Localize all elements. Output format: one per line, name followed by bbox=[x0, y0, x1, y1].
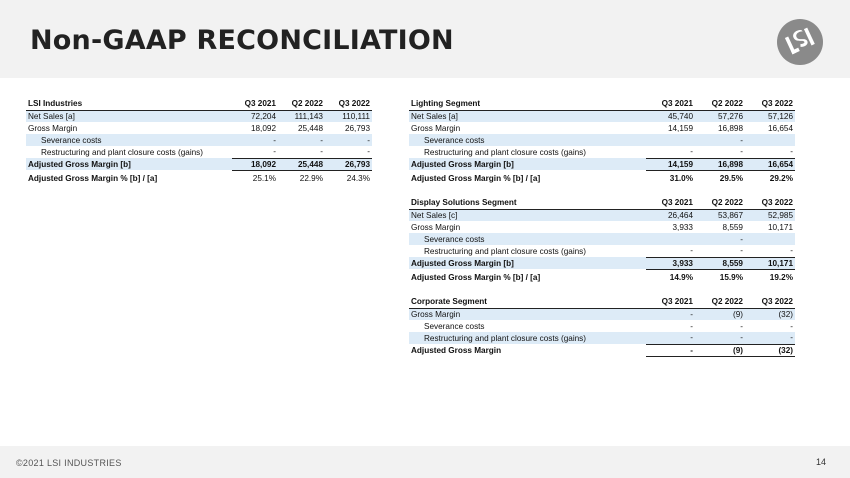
cell-value: - bbox=[646, 344, 695, 356]
row-label: Adjusted Gross Margin [b] bbox=[409, 158, 646, 170]
cell-value: 110,111 bbox=[325, 110, 372, 122]
cell-value bbox=[745, 134, 795, 146]
lighting-segment-table bbox=[409, 98, 795, 186]
copyright-text: ©2021 LSI INDUSTRIES bbox=[16, 458, 122, 468]
row-label: Severance costs bbox=[409, 134, 646, 146]
cell-value bbox=[646, 134, 695, 146]
column-header: Q3 2022 bbox=[325, 98, 372, 110]
cell-value: 26,793 bbox=[325, 158, 372, 170]
cell-value: 14.9% bbox=[669, 272, 693, 282]
row-label: Net Sales [a] bbox=[409, 110, 646, 122]
cell-value: - bbox=[790, 147, 793, 157]
cell-value: - bbox=[232, 134, 278, 146]
row-label: Restructuring and plant closure costs (gains) bbox=[409, 332, 646, 344]
cell-value: - bbox=[690, 246, 693, 256]
table-row bbox=[409, 146, 795, 158]
corporate-segment-table bbox=[409, 296, 795, 357]
cell-value: - bbox=[740, 246, 743, 256]
cell-value: 3,933 bbox=[672, 222, 693, 232]
cell-value: - bbox=[320, 147, 323, 157]
column-header: Q3 2021 bbox=[232, 98, 278, 110]
table-row bbox=[26, 158, 372, 170]
cell-value: 19.2% bbox=[769, 272, 793, 282]
cell-value: 24.3% bbox=[346, 173, 370, 183]
page-number: 14 bbox=[816, 457, 827, 467]
footer-band bbox=[0, 446, 850, 478]
cell-value: 72,204 bbox=[232, 110, 278, 122]
cell-value: - bbox=[367, 147, 370, 157]
page-title: Non-GAAP RECONCILIATION bbox=[30, 25, 454, 56]
row-label: Adjusted Gross Margin [b] bbox=[26, 158, 232, 170]
cell-value: - bbox=[278, 134, 325, 146]
cell-value: - bbox=[745, 332, 795, 344]
cell-value: - bbox=[695, 332, 745, 344]
cell-value: (32) bbox=[745, 308, 795, 320]
cell-value: 25.1% bbox=[252, 173, 276, 183]
lsi-logo-icon bbox=[776, 18, 824, 66]
table-row bbox=[409, 209, 795, 221]
column-header: Q3 2022 bbox=[745, 98, 795, 110]
table-row bbox=[409, 269, 795, 285]
table-row bbox=[409, 257, 795, 269]
cell-value: - bbox=[273, 147, 276, 157]
row-label: Restructuring and plant closure costs (gains) bbox=[424, 246, 587, 256]
column-header: Q3 2022 bbox=[745, 296, 795, 308]
cell-value: - bbox=[695, 134, 745, 146]
column-header: Q3 2021 bbox=[646, 197, 695, 209]
cell-value: 10,171 bbox=[745, 257, 795, 269]
table-row bbox=[409, 344, 795, 356]
cell-value: - bbox=[790, 321, 793, 331]
row-label: Net Sales [c] bbox=[409, 209, 646, 221]
header-band bbox=[0, 0, 850, 78]
lsi-industries-table bbox=[26, 98, 372, 186]
table-row bbox=[409, 332, 795, 344]
cell-value: 111,143 bbox=[278, 110, 325, 122]
cell-value: - bbox=[740, 147, 743, 157]
table-row bbox=[26, 146, 372, 158]
cell-value: 18,092 bbox=[232, 158, 278, 170]
cell-value: - bbox=[646, 308, 695, 320]
cell-value: 45,740 bbox=[646, 110, 695, 122]
cell-value: 15.9% bbox=[719, 272, 743, 282]
row-label: Adjusted Gross Margin % [b] / [a] bbox=[28, 173, 158, 183]
display-solutions-segment-table bbox=[409, 197, 795, 285]
table-row bbox=[409, 134, 795, 146]
cell-value: 25,448 bbox=[278, 158, 325, 170]
table-header-row bbox=[409, 296, 795, 308]
cell-value: 26,464 bbox=[646, 209, 695, 221]
cell-value: 3,933 bbox=[646, 257, 695, 269]
row-label: Gross Margin bbox=[411, 222, 461, 232]
table-row bbox=[26, 110, 372, 122]
cell-value: 29.2% bbox=[769, 173, 793, 183]
column-header: Q2 2022 bbox=[695, 197, 745, 209]
column-header: Q2 2022 bbox=[278, 98, 325, 110]
row-label: Severance costs bbox=[409, 233, 646, 245]
cell-value: 16,898 bbox=[717, 123, 743, 133]
table-row bbox=[409, 245, 795, 257]
cell-value: 18,092 bbox=[250, 123, 276, 133]
cell-value: - bbox=[790, 246, 793, 256]
column-header: Q3 2021 bbox=[646, 98, 695, 110]
cell-value bbox=[745, 233, 795, 245]
column-header: Q2 2022 bbox=[695, 98, 745, 110]
table-row bbox=[409, 158, 795, 170]
cell-value: 14,159 bbox=[646, 158, 695, 170]
cell-value: 8,559 bbox=[722, 222, 743, 232]
table-row bbox=[26, 170, 372, 186]
table-title: LSI Industries bbox=[26, 98, 232, 110]
cell-value: 26,793 bbox=[344, 123, 370, 133]
table-row bbox=[409, 110, 795, 122]
row-label: Severance costs bbox=[26, 134, 232, 146]
table-row bbox=[409, 320, 795, 332]
row-label: Severance costs bbox=[424, 321, 485, 331]
table-row bbox=[409, 122, 795, 134]
table-row bbox=[409, 308, 795, 320]
table-row bbox=[26, 122, 372, 134]
table-title: Corporate Segment bbox=[409, 296, 646, 308]
cell-value: - bbox=[325, 134, 372, 146]
table-title: Display Solutions Segment bbox=[409, 197, 646, 209]
cell-value: (32) bbox=[745, 344, 795, 356]
table-row bbox=[409, 233, 795, 245]
cell-value: - bbox=[695, 233, 745, 245]
row-label: Adjusted Gross Margin [b] bbox=[409, 257, 646, 269]
table-row bbox=[409, 221, 795, 233]
cell-value: 16,654 bbox=[745, 158, 795, 170]
row-label: Gross Margin bbox=[28, 123, 78, 133]
column-header: Q2 2022 bbox=[695, 296, 745, 308]
table-header-row bbox=[409, 98, 795, 110]
cell-value: - bbox=[690, 321, 693, 331]
cell-value: - bbox=[740, 321, 743, 331]
cell-value: 8,559 bbox=[695, 257, 745, 269]
cell-value: 29.5% bbox=[719, 173, 743, 183]
cell-value: 52,985 bbox=[745, 209, 795, 221]
row-label: Net Sales [a] bbox=[26, 110, 232, 122]
table-title: Lighting Segment bbox=[409, 98, 646, 110]
cell-value: 57,126 bbox=[745, 110, 795, 122]
column-header: Q3 2022 bbox=[745, 197, 795, 209]
cell-value bbox=[646, 233, 695, 245]
cell-value: 53,867 bbox=[695, 209, 745, 221]
table-row bbox=[26, 134, 372, 146]
cell-value: (9) bbox=[695, 344, 745, 356]
cell-value: 16,898 bbox=[695, 158, 745, 170]
cell-value: 16,654 bbox=[767, 123, 793, 133]
row-label: Adjusted Gross Margin % [b] / [a] bbox=[411, 272, 541, 282]
cell-value: 25,448 bbox=[297, 123, 323, 133]
cell-value: - bbox=[690, 147, 693, 157]
table-row bbox=[409, 170, 795, 186]
cell-value: - bbox=[646, 332, 695, 344]
row-label: Adjusted Gross Margin bbox=[411, 345, 502, 355]
table-header-row bbox=[26, 98, 372, 110]
row-label: Gross Margin bbox=[411, 123, 461, 133]
cell-value: (9) bbox=[695, 308, 745, 320]
row-label: Restructuring and plant closure costs (gains) bbox=[41, 147, 204, 157]
cell-value: 22.9% bbox=[299, 173, 323, 183]
row-label: Adjusted Gross Margin % [b] / [a] bbox=[411, 173, 541, 183]
cell-value: 31.0% bbox=[669, 173, 693, 183]
cell-value: 57,276 bbox=[695, 110, 745, 122]
table-header-row bbox=[409, 197, 795, 209]
row-label: Gross Margin bbox=[409, 308, 646, 320]
cell-value: 10,171 bbox=[767, 222, 793, 232]
row-label: Restructuring and plant closure costs (gains) bbox=[424, 147, 587, 157]
cell-value: 14,159 bbox=[667, 123, 693, 133]
column-header: Q3 2021 bbox=[646, 296, 695, 308]
